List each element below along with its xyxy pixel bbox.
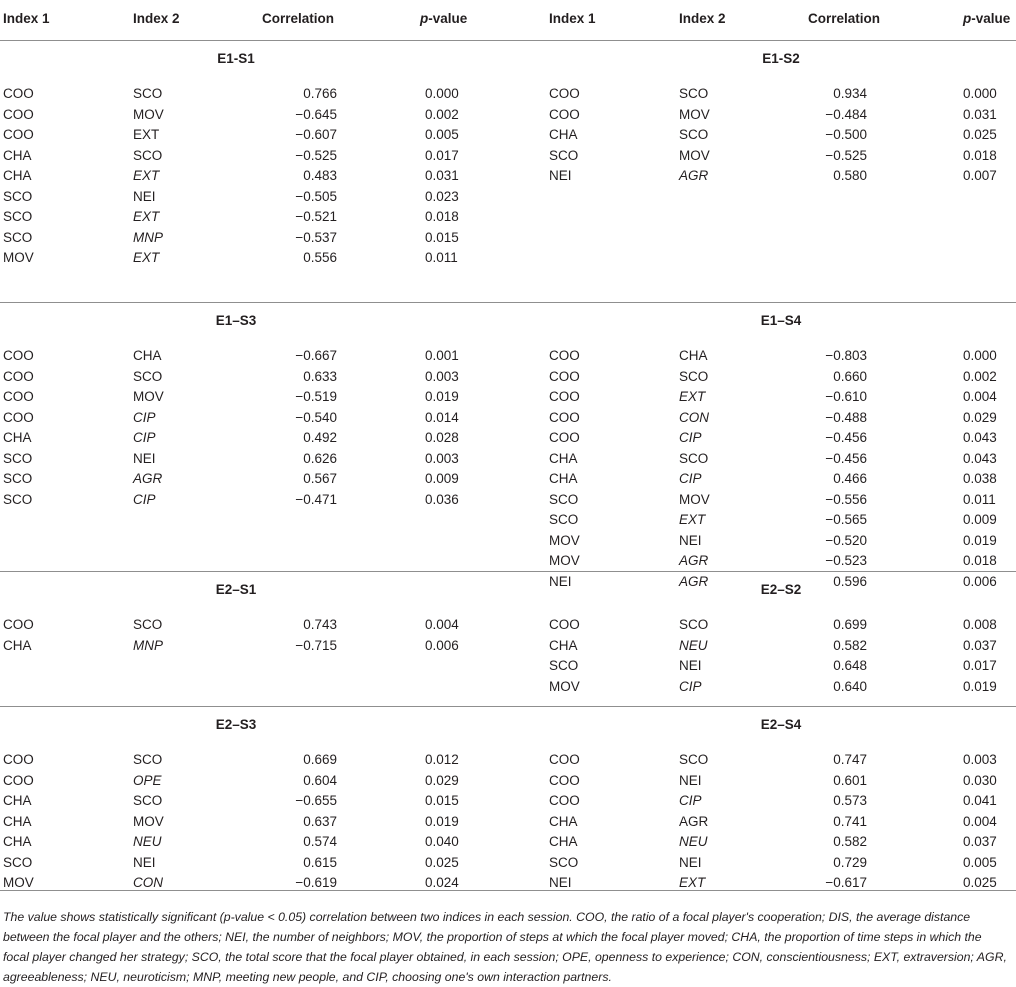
- cell-correlation: 0.699: [833, 617, 867, 632]
- cell-index2: SCO: [133, 368, 163, 384]
- cell-index1: COO: [549, 86, 580, 101]
- cell-correlation: −0.715: [295, 637, 337, 653]
- cell-pvalue: 0.008: [963, 617, 997, 632]
- cell-correlation: 0.567: [303, 471, 337, 486]
- cell-pvalue: 0.018: [963, 147, 997, 163]
- cell-index2: OPE: [133, 772, 162, 788]
- cell-index1: COO: [549, 793, 580, 808]
- cell-index2: SCO: [679, 450, 709, 466]
- cell-correlation: −0.525: [825, 147, 867, 163]
- cell-pvalue: 0.031: [963, 106, 997, 122]
- cell-correlation: 0.492: [303, 430, 337, 445]
- cell-index1: COO: [3, 752, 34, 767]
- session-title: E2–S3: [215, 717, 257, 732]
- cell-index2: CON: [133, 875, 163, 890]
- cell-correlation: −0.525: [295, 147, 337, 163]
- session-title: E1–S3: [215, 313, 257, 328]
- cell-pvalue: 0.015: [425, 229, 459, 245]
- cell-index2: CON: [679, 409, 709, 425]
- cell-correlation: 0.582: [833, 834, 867, 849]
- cell-index2: NEI: [133, 854, 156, 870]
- table-row: [0, 127, 1016, 148]
- cell-index2: AGR: [679, 573, 709, 589]
- cell-correlation: −0.645: [295, 106, 337, 122]
- cell-index1: SCO: [3, 491, 33, 507]
- cell-correlation: −0.500: [825, 127, 867, 142]
- session-title: E2–S2: [760, 582, 802, 597]
- cell-pvalue: 0.029: [963, 409, 997, 425]
- cell-correlation: −0.803: [825, 348, 867, 363]
- cell-index1: CHA: [3, 834, 32, 849]
- header-index1-left: Index 1: [3, 11, 50, 26]
- session-title: E1–S4: [760, 313, 802, 328]
- cell-index2: SCO: [679, 617, 709, 632]
- cell-correlation: 0.669: [303, 752, 337, 767]
- cell-pvalue: 0.028: [425, 430, 459, 445]
- cell-correlation: 0.466: [833, 471, 867, 486]
- table-rule: [0, 706, 1016, 707]
- cell-correlation: 0.633: [303, 368, 337, 384]
- cell-pvalue: 0.038: [963, 471, 997, 486]
- cell-index1: COO: [3, 772, 34, 788]
- table-row: [0, 189, 1016, 210]
- session-title: E1-S1: [217, 51, 255, 66]
- cell-pvalue: 0.005: [963, 854, 997, 870]
- cell-correlation: −0.667: [295, 348, 337, 363]
- cell-index2: MOV: [679, 106, 710, 122]
- cell-correlation: 0.556: [303, 250, 337, 265]
- cell-pvalue: 0.007: [963, 168, 997, 183]
- cell-correlation: 0.483: [303, 168, 337, 183]
- cell-correlation: −0.610: [825, 389, 867, 404]
- cell-index1: COO: [3, 127, 34, 142]
- cell-index1: COO: [3, 617, 34, 632]
- cell-index1: SCO: [3, 188, 33, 204]
- cell-index1: CHA: [549, 127, 578, 142]
- table-row: [0, 471, 1016, 492]
- cell-index2: NEI: [679, 854, 702, 870]
- cell-pvalue: 0.009: [425, 471, 459, 486]
- cell-pvalue: 0.030: [963, 772, 997, 788]
- cell-index1: COO: [549, 368, 580, 384]
- session-title: E2–S1: [215, 582, 257, 597]
- cell-pvalue: 0.019: [963, 532, 997, 548]
- table-row: [0, 793, 1016, 814]
- table-row: [0, 617, 1016, 638]
- cell-correlation: 0.626: [303, 450, 337, 466]
- table-row: [0, 430, 1016, 451]
- cell-index2: CIP: [679, 793, 702, 808]
- header-index2-right: Index 2: [679, 11, 726, 26]
- cell-pvalue: 0.004: [425, 617, 459, 632]
- cell-index1: MOV: [549, 678, 580, 694]
- cell-index1: NEI: [549, 573, 572, 589]
- cell-index1: SCO: [3, 209, 33, 224]
- cell-index1: CHA: [3, 793, 32, 808]
- table-row: [0, 574, 1016, 595]
- table-row: [0, 553, 1016, 574]
- cell-index2: CIP: [679, 471, 702, 486]
- cell-index1: CHA: [549, 834, 578, 849]
- cell-index2: AGR: [679, 813, 709, 829]
- table-row: [0, 679, 1016, 700]
- cell-pvalue: 0.014: [425, 409, 459, 425]
- cell-index1: SCO: [549, 147, 579, 163]
- cell-index1: COO: [549, 389, 580, 404]
- cell-index1: MOV: [549, 532, 580, 548]
- table-row: [0, 250, 1016, 271]
- table-row: [0, 752, 1016, 773]
- session-title: E1-S2: [762, 51, 800, 66]
- cell-index2: NEI: [679, 658, 702, 673]
- cell-pvalue: 0.040: [425, 834, 459, 849]
- cell-index1: COO: [3, 86, 34, 101]
- table-row: [0, 492, 1016, 513]
- cell-index2: SCO: [679, 127, 709, 142]
- cell-correlation: 0.640: [833, 678, 867, 694]
- cell-index1: COO: [3, 348, 34, 363]
- cell-index1: CHA: [549, 450, 578, 466]
- cell-index2: SCO: [133, 617, 163, 632]
- cell-correlation: 0.615: [303, 854, 337, 870]
- cell-correlation: 0.601: [833, 772, 867, 788]
- table-row: [0, 107, 1016, 128]
- cell-pvalue: 0.043: [963, 430, 997, 445]
- header-pvalue-right: p-value: [963, 11, 1011, 26]
- cell-index2: SCO: [133, 86, 163, 101]
- cell-pvalue: 0.018: [963, 553, 997, 568]
- table-row: [0, 148, 1016, 169]
- cell-pvalue: 0.004: [963, 389, 997, 404]
- cell-pvalue: 0.009: [963, 512, 997, 527]
- table-header: [0, 0, 1016, 40]
- header-index1-right: Index 1: [549, 11, 596, 26]
- cell-pvalue: 0.037: [963, 637, 997, 653]
- cell-correlation: −0.540: [295, 409, 337, 425]
- table-row: [0, 533, 1016, 554]
- table-row: [0, 638, 1016, 659]
- cell-index2: MOV: [679, 147, 710, 163]
- cell-pvalue: 0.005: [425, 127, 459, 142]
- cell-index2: EXT: [133, 127, 160, 142]
- cell-index2: CIP: [679, 430, 702, 445]
- cell-index2: CHA: [133, 348, 162, 363]
- cell-index2: CIP: [133, 491, 156, 507]
- cell-pvalue: 0.018: [425, 209, 459, 224]
- cell-index2: MOV: [133, 389, 164, 404]
- cell-index1: COO: [549, 348, 580, 363]
- cell-correlation: −0.537: [295, 229, 337, 245]
- cell-index2: MNP: [133, 229, 163, 245]
- cell-pvalue: 0.006: [963, 573, 997, 589]
- cell-pvalue: 0.003: [425, 368, 459, 384]
- cell-index2: NEU: [679, 834, 708, 849]
- footnote-line: The value shows statistically significant (p-value < 0.05) correlation between two indices in each session. COO, the ratio of a focal player's cooperation; DIS, the average distance: [3, 910, 971, 924]
- table-row: [0, 230, 1016, 251]
- cell-index2: SCO: [679, 86, 709, 101]
- footnote-line: focal player changed her strategy; SCO, the total score that the focal player obtained, in each session; OPE, openness to experience; CON, conscientiousness; EXT, extraversion; AGR,: [3, 950, 1007, 964]
- cell-correlation: −0.607: [295, 127, 337, 142]
- cell-pvalue: 0.001: [425, 348, 459, 363]
- cell-index1: CHA: [3, 637, 32, 653]
- cell-index2: EXT: [133, 209, 160, 224]
- cell-index1: NEI: [549, 875, 572, 890]
- cell-correlation: −0.471: [295, 491, 337, 507]
- cell-index1: COO: [549, 752, 580, 767]
- table-row: [0, 875, 1016, 896]
- cell-correlation: −0.521: [295, 209, 337, 224]
- cell-correlation: 0.747: [833, 752, 867, 767]
- table-row: [0, 348, 1016, 369]
- cell-index1: COO: [3, 106, 34, 122]
- cell-index2: CHA: [679, 348, 708, 363]
- cell-correlation: −0.520: [825, 532, 867, 548]
- cell-index2: MOV: [133, 106, 164, 122]
- cell-index1: COO: [3, 409, 34, 425]
- cell-pvalue: 0.000: [963, 86, 997, 101]
- cell-correlation: −0.456: [825, 430, 867, 445]
- cell-index2: EXT: [679, 875, 706, 890]
- cell-index1: CHA: [549, 637, 578, 653]
- cell-pvalue: 0.031: [425, 168, 459, 183]
- cell-pvalue: 0.017: [963, 658, 997, 673]
- cell-pvalue: 0.003: [425, 450, 459, 466]
- table-row: [0, 855, 1016, 876]
- table-row: [0, 773, 1016, 794]
- footnote-line: agreeableness; NEU, neuroticism; MNP, meeting new people, and CIP, choosing one's own interaction partners.: [3, 970, 612, 984]
- cell-pvalue: 0.023: [425, 188, 459, 204]
- cell-index1: COO: [3, 368, 34, 384]
- cell-pvalue: 0.019: [963, 678, 997, 694]
- cell-index1: COO: [549, 772, 580, 788]
- cell-correlation: 0.648: [833, 658, 867, 673]
- cell-pvalue: 0.037: [963, 834, 997, 849]
- cell-index1: MOV: [3, 250, 34, 265]
- table-row: [0, 512, 1016, 533]
- cell-correlation: −0.519: [295, 389, 337, 404]
- cell-index2: MOV: [679, 491, 710, 507]
- session-title: E2–S4: [760, 717, 802, 732]
- cell-pvalue: 0.036: [425, 491, 459, 507]
- cell-correlation: 0.596: [833, 573, 867, 589]
- cell-index1: SCO: [549, 491, 579, 507]
- cell-pvalue: 0.043: [963, 450, 997, 466]
- cell-index2: EXT: [133, 168, 160, 183]
- cell-pvalue: 0.015: [425, 793, 459, 808]
- cell-index2: SCO: [679, 368, 709, 384]
- cell-index2: NEI: [133, 188, 156, 204]
- table-row: [0, 86, 1016, 107]
- cell-index1: CHA: [3, 813, 32, 829]
- cell-correlation: 0.743: [303, 617, 337, 632]
- cell-pvalue: 0.004: [963, 813, 997, 829]
- header-correlation-right: Correlation: [808, 11, 881, 26]
- cell-pvalue: 0.024: [425, 875, 459, 890]
- cell-index2: MOV: [133, 813, 164, 829]
- cell-index1: CHA: [549, 471, 578, 486]
- header-pvalue-left: p-value: [420, 11, 468, 26]
- table-row: [0, 168, 1016, 189]
- cell-index2: EXT: [679, 389, 706, 404]
- cell-pvalue: 0.025: [425, 854, 459, 870]
- cell-correlation: 0.660: [833, 368, 867, 384]
- cell-index2: AGR: [679, 168, 709, 183]
- cell-pvalue: 0.002: [963, 368, 997, 384]
- table-rule: [0, 302, 1016, 303]
- cell-pvalue: 0.019: [425, 389, 459, 404]
- cell-index2: AGR: [133, 471, 163, 486]
- cell-pvalue: 0.019: [425, 813, 459, 829]
- cell-index2: NEI: [133, 450, 156, 466]
- cell-index2: SCO: [133, 752, 163, 767]
- table-row: [0, 814, 1016, 835]
- cell-correlation: −0.488: [825, 409, 867, 425]
- cell-pvalue: 0.003: [963, 752, 997, 767]
- cell-index1: SCO: [3, 854, 33, 870]
- cell-correlation: −0.556: [825, 491, 867, 507]
- cell-index1: SCO: [549, 658, 579, 673]
- cell-pvalue: 0.017: [425, 147, 459, 163]
- cell-correlation: 0.741: [833, 813, 867, 829]
- table-row: [0, 658, 1016, 679]
- cell-index1: SCO: [549, 512, 579, 527]
- cell-index2: SCO: [679, 752, 709, 767]
- header-correlation-left: Correlation: [262, 11, 335, 26]
- table-row: [0, 389, 1016, 410]
- cell-index2: CIP: [133, 430, 156, 445]
- cell-pvalue: 0.025: [963, 875, 997, 890]
- cell-index1: COO: [549, 617, 580, 632]
- cell-index2: SCO: [133, 147, 163, 163]
- cell-pvalue: 0.025: [963, 127, 997, 142]
- cell-pvalue: 0.006: [425, 637, 459, 653]
- cell-index1: COO: [549, 409, 580, 425]
- cell-index2: NEU: [679, 637, 708, 653]
- cell-index1: CHA: [549, 813, 578, 829]
- cell-index1: COO: [549, 106, 580, 122]
- cell-index2: EXT: [679, 512, 706, 527]
- cell-correlation: 0.637: [303, 813, 337, 829]
- cell-index2: CIP: [679, 678, 702, 694]
- cell-index1: SCO: [3, 450, 33, 466]
- cell-index1: MOV: [3, 875, 34, 890]
- table-footnote: [3, 907, 1011, 987]
- cell-pvalue: 0.000: [425, 86, 459, 101]
- cell-correlation: −0.523: [825, 553, 867, 568]
- cell-correlation: −0.565: [825, 512, 867, 527]
- cell-pvalue: 0.029: [425, 772, 459, 788]
- cell-index1: MOV: [549, 553, 580, 568]
- cell-correlation: 0.574: [303, 834, 337, 849]
- cell-index2: AGR: [679, 553, 709, 568]
- cell-index2: SCO: [133, 793, 163, 808]
- cell-index1: SCO: [3, 471, 33, 486]
- cell-index1: CHA: [3, 430, 32, 445]
- cell-pvalue: 0.002: [425, 106, 459, 122]
- cell-pvalue: 0.011: [963, 491, 996, 507]
- table-row: [0, 451, 1016, 472]
- cell-index2: NEU: [133, 834, 162, 849]
- cell-correlation: 0.580: [833, 168, 867, 183]
- table-row: [0, 209, 1016, 230]
- cell-pvalue: 0.000: [963, 348, 997, 363]
- cell-correlation: 0.604: [303, 772, 337, 788]
- cell-index2: NEI: [679, 772, 702, 788]
- cell-pvalue: 0.011: [425, 250, 458, 265]
- cell-correlation: 0.573: [833, 793, 867, 808]
- cell-index2: CIP: [133, 409, 156, 425]
- cell-pvalue: 0.041: [963, 793, 997, 808]
- cell-correlation: −0.456: [825, 450, 867, 466]
- cell-index1: COO: [3, 389, 34, 404]
- cell-index1: SCO: [549, 854, 579, 870]
- table-rule: [0, 40, 1016, 41]
- cell-correlation: 0.582: [833, 637, 867, 653]
- header-index2-left: Index 2: [133, 11, 180, 26]
- footnote-line: between the focal player and the others; NEI, the number of neighbors; MOV, the proportion of steps at which the focal player moved; CHA, the proportion of time steps in which the: [3, 930, 982, 944]
- cell-correlation: −0.619: [295, 875, 337, 890]
- table-row: [0, 410, 1016, 431]
- cell-correlation: −0.484: [825, 106, 867, 122]
- cell-pvalue: 0.012: [425, 752, 459, 767]
- cell-index2: MNP: [133, 637, 163, 653]
- cell-correlation: 0.766: [303, 86, 337, 101]
- cell-index1: NEI: [549, 168, 572, 183]
- table-row: [0, 369, 1016, 390]
- cell-correlation: −0.505: [295, 188, 337, 204]
- table-row: [0, 834, 1016, 855]
- cell-index1: SCO: [3, 229, 33, 245]
- cell-index2: NEI: [679, 532, 702, 548]
- cell-correlation: 0.934: [833, 86, 867, 101]
- cell-index1: COO: [549, 430, 580, 445]
- cell-index1: CHA: [3, 168, 32, 183]
- cell-correlation: −0.617: [825, 875, 867, 890]
- cell-correlation: 0.729: [833, 854, 867, 870]
- cell-index2: EXT: [133, 250, 160, 265]
- cell-correlation: −0.655: [295, 793, 337, 808]
- cell-index1: CHA: [3, 147, 32, 163]
